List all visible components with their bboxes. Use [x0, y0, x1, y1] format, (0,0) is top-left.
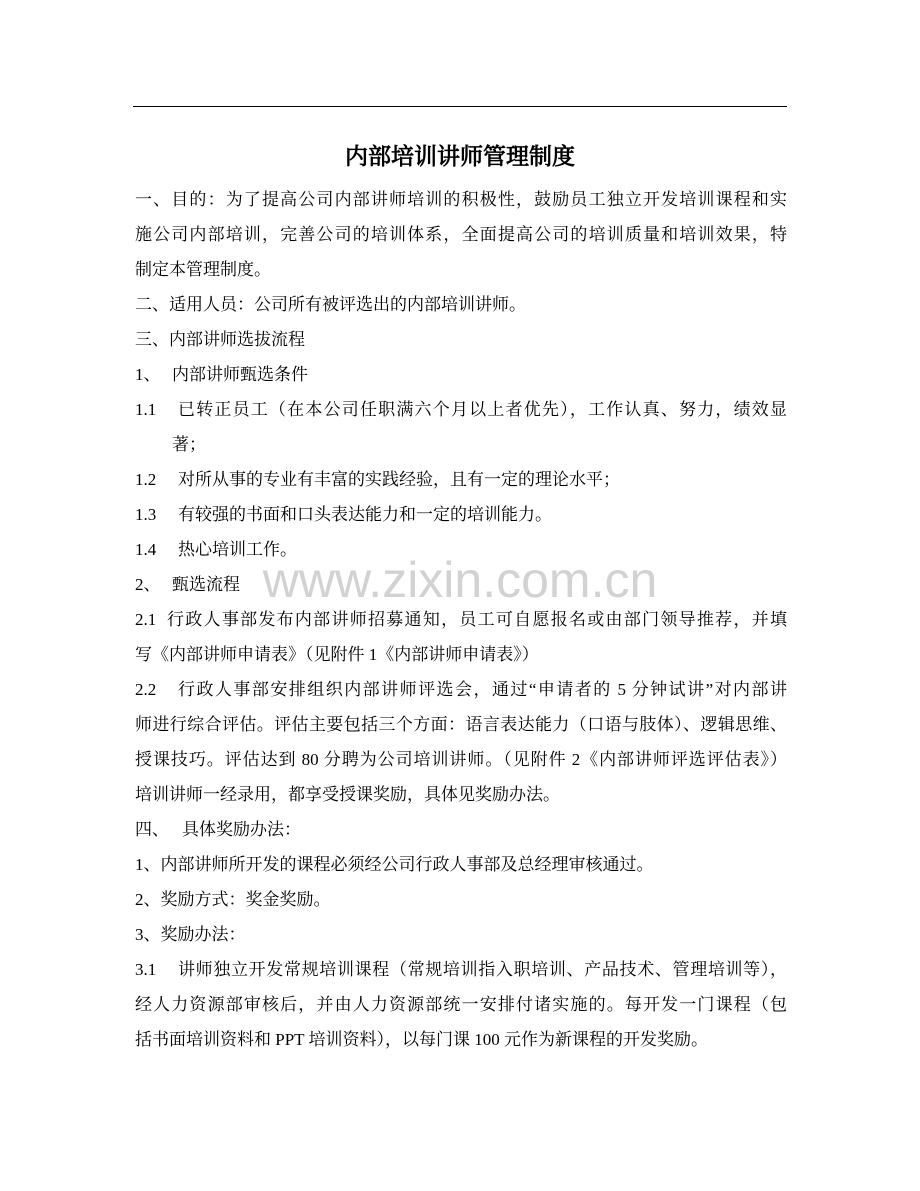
process-item-2-2-continued-1: 师进行综合评估。评估主要包括三个方面：语言表达能力（口语与肢体）、逻辑思维、 — [135, 715, 787, 734]
criteria-item-1-4 — [135, 532, 787, 567]
watermark: www.zixin.com.cn — [262, 552, 658, 608]
rewards-method-3-1 — [135, 952, 787, 987]
criteria-heading — [135, 357, 787, 392]
criteria-number: 1、 — [135, 365, 161, 384]
item-text: 行政人事部发布内部讲师招募通知，员工可自愿报名或由部门领导推荐，并填 — [167, 610, 787, 629]
document-body — [135, 182, 787, 1057]
criteria-item-1-1 — [135, 392, 787, 427]
item-text: 对所从事的专业有丰富的实践经验，且有一定的理论水平； — [178, 470, 620, 489]
rewards-number: 四、 — [135, 820, 169, 839]
item-number: 3.1 — [135, 960, 157, 979]
item-text: 热心培训工作。 — [178, 540, 297, 559]
rewards-method-3-1-continued-2: 括书面培训资料和 PPT 培训资料），以每门课 100 元作为新课程的开发奖励。 — [135, 1030, 708, 1049]
purpose-line-3: 制定本管理制度。 — [135, 260, 271, 279]
rewards-title: 具体奖励办法： — [182, 820, 301, 839]
header-rule — [133, 106, 787, 107]
section-rewards — [135, 812, 787, 1057]
section-scope — [135, 287, 787, 322]
item-text: 讲师独立开发常规培训课程（常规培训指入职培训、产品技术、管理培训等）， — [178, 960, 787, 979]
process-item-2-2 — [135, 672, 787, 707]
rewards-method-3-1-continued-1: 经人力资源部审核后，并由人力资源部统一安排付诸实施的。每开发一门课程（包 — [135, 995, 787, 1014]
process-heading — [135, 567, 787, 602]
rewards-item-2: 2、奖励方式：奖金奖励。 — [135, 890, 331, 909]
item-number: 1.3 — [135, 505, 157, 524]
item-number: 1.4 — [135, 540, 157, 559]
selection-heading: 三、内部讲师选拔流程 — [135, 330, 305, 349]
process-number: 2、 — [135, 575, 161, 594]
process-item-2-1 — [135, 602, 787, 637]
item-number: 2.2 — [135, 680, 157, 699]
section-selection — [135, 322, 787, 812]
process-item-2-1-continued: 写《内部讲师申请表》（见附件 1《内部讲师申请表》） — [135, 645, 539, 664]
criteria-item-1-2 — [135, 462, 787, 497]
item-text: 行政人事部安排组织内部讲师评选会，通过“申请者的 5 分钟试讲”对内部讲 — [178, 680, 787, 699]
criteria-item-1-1-continued: 著； — [172, 435, 206, 454]
section-purpose — [135, 182, 787, 287]
purpose-line-2: 施公司内部培训，完善公司的培训体系，全面提高公司的培训质量和培训效果，特 — [135, 225, 787, 244]
rewards-heading — [135, 812, 787, 847]
process-item-2-2-continued-2: 授课技巧。评估达到 80 分聘为公司培训讲师。（见附件 2《内部讲师评选评估表》） — [135, 750, 787, 769]
item-text: 有较强的书面和口头表达能力和一定的培训能力。 — [178, 505, 552, 524]
item-number: 1.2 — [135, 470, 157, 489]
process-title: 甄选流程 — [172, 575, 240, 594]
rewards-item-1: 1、内部讲师所开发的课程必须经公司行政人事部及总经理审核通过。 — [135, 855, 654, 874]
item-number: 1.1 — [135, 400, 157, 419]
criteria-item-1-3 — [135, 497, 787, 532]
scope-line: 二、适用人员：公司所有被评选出的内部培训讲师。 — [135, 295, 526, 314]
item-text: 已转正员工（在本公司任职满六个月以上者优先），工作认真、努力，绩效显 — [178, 400, 787, 419]
purpose-line-1: 一、目的：为了提高公司内部讲师培训的积极性，鼓励员工独立开发培训课程和实 — [135, 190, 787, 209]
rewards-item-3: 3、奖励办法： — [135, 925, 246, 944]
document-title: 内部培训讲师管理制度 — [345, 144, 575, 169]
criteria-title: 内部讲师甄选条件 — [172, 365, 308, 384]
process-item-2-2-continued-3: 培训讲师一经录用，都享受授课奖励，具体见奖励办法。 — [135, 785, 560, 804]
item-number: 2.1 — [135, 610, 157, 629]
